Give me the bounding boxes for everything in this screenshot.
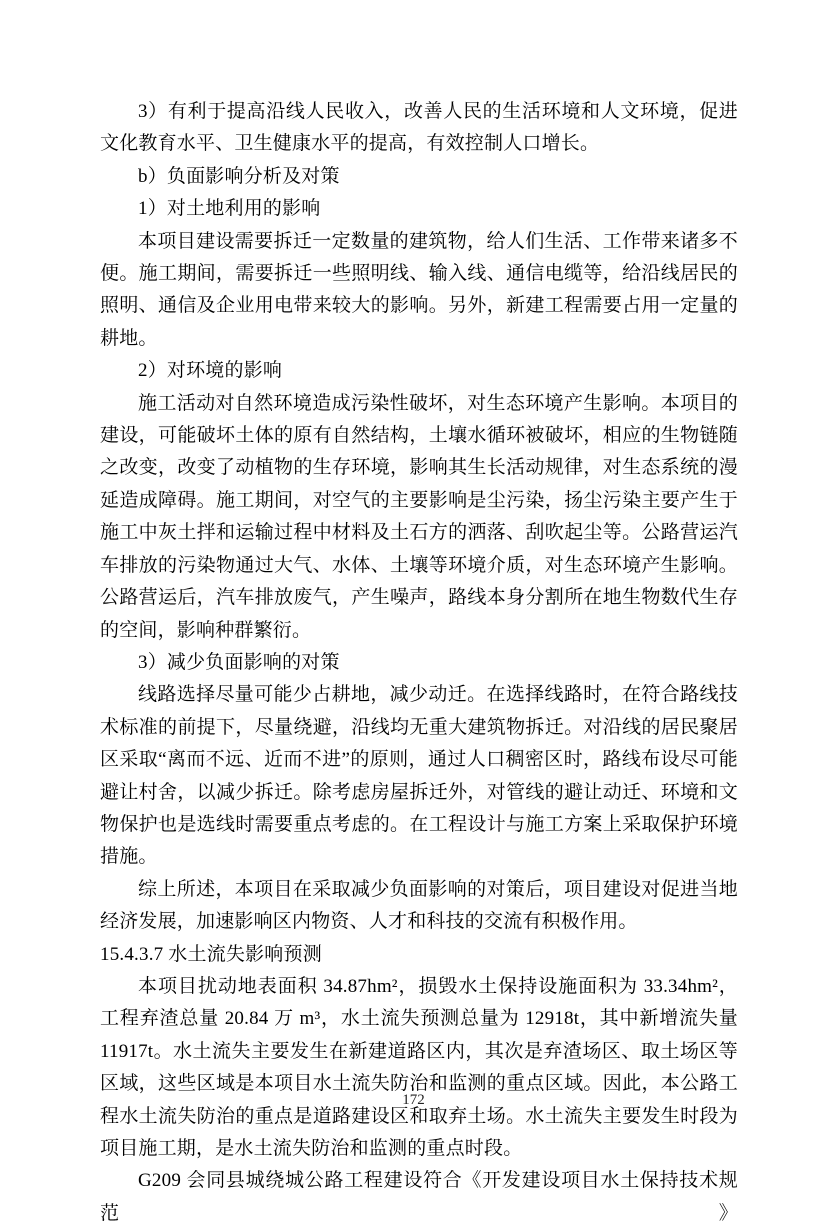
paragraph-g209-standard: G209 会同县城绕城公路工程建设符合《开发建设项目水土保持技术规范》 <box>100 1170 738 1224</box>
subheading-countermeasures: 3）减少负面影响的对策 <box>138 651 340 673</box>
paragraph-soil-erosion-forecast: 本项目扰动地表面积 34.87hm²，损毁水土保持设施面积为 33.34hm²，工程弃渣总量 20.84 万 m³，水土流失预测总量为 12918t，其中新增流失量 11917t。水土流失主要发生在新建道路区内，其次是弃渣场区、取土场区等区域，这些区域是本项目水土流失防治和监测的重点区域。因此，本公路工程水土流失防治的重点是道路建设区和取弃土场。水土流失主要发生时段为项目施工期，是水土流失防治和监测的重点时段。 <box>100 975 738 1159</box>
subheading-land-use-impact: 1）对土地利用的影响 <box>138 198 321 220</box>
document-body <box>100 96 738 1230</box>
paragraph-environment-impact: 施工活动对自然环境造成污染性破坏，对生态环境产生影响。本项目的建设，可能破坏土体的原有自然结构，土壤水循环被破坏，相应的生物链随之改变，改变了动植物的生存环境，影响其生长活动规律，对生态系统的漫延造成障碍。施工期间，对空气的主要影响是尘污染，扬尘污染主要产生于施工中灰土拌和运输过程中材料及土石方的洒落、刮吹起尘等。公路营运汽车排放的污染物通过大气、水体、土壤等环境介质，对生态环境产生影响。公路营运后，汽车排放废气，产生噪声，路线本身分割所在地生物数代生存的空间，影响种群繁衍。 <box>100 392 738 641</box>
subheading-environment-impact: 2）对环境的影响 <box>138 360 283 382</box>
paragraph-land-use-impact: 本项目建设需要拆迁一定数量的建筑物，给人们生活、工作带来诸多不便。施工期间，需要拆迁一些照明线、输入线、通信电缆等，给沿线居民的照明、通信及企业用电带来较大的影响。另外，新建工程需要占用一定量的耕地。 <box>100 230 738 349</box>
section-heading-soil-erosion: 15.4.3.7 水土流失影响预测 <box>100 943 322 965</box>
paragraph-summary: 综上所述，本项目在采取减少负面影响的对策后，项目建设对促进当地经济发展，加速影响区内物资、人才和科技的交流有积极作用。 <box>100 878 738 933</box>
paragraph-positive-impact-3: 3）有利于提高沿线人民收入，改善人民的生活环境和人文环境，促进文化教育水平、卫生健康水平的提高，有效控制人口增长。 <box>100 101 738 155</box>
paragraph-countermeasures: 线路选择尽量可能少占耕地，减少动迁。在选择线路时，在符合路线技术标准的前提下，尽量绕避，沿线均无重大建筑物拆迁。对沿线的居民聚居区采取“离而不远、近而不进”的原则，通过人口稠密区时，路线布设尽可能避让村舍，以减少拆迁。除考虑房屋拆迁外，对管线的避让动迁、环境和文物保护也是选线时需要重点考虑的。在工程设计与施工方案上采取保护环境措施。 <box>100 684 738 868</box>
subheading-negative-impact: b）负面影响分析及对策 <box>138 165 340 187</box>
page-number: 172 <box>402 1092 425 1108</box>
